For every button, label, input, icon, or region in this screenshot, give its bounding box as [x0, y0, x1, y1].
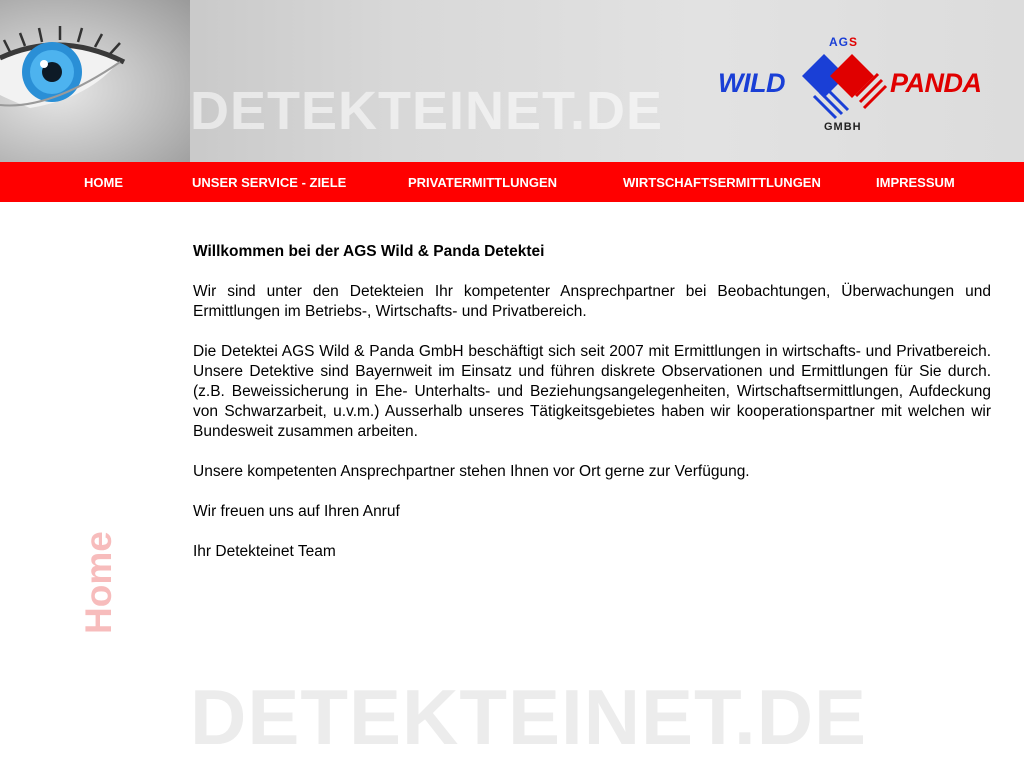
- nav-privatermittlungen[interactable]: PRIVATERMITTLUNGEN: [408, 175, 558, 190]
- nav-wirtschaftsermittlungen[interactable]: WIRTSCHAFTSERMITTLUNGEN: [623, 175, 821, 190]
- logo-gmbh-text: GMBH: [824, 121, 862, 133]
- company-paragraph: Die Detektei AGS Wild & Panda GmbH beschäftigt sich seit 2007 mit Ermittlungen in wirtschafts- und Privatbereich. Unsere Detektive sind Bayernweit im Einsatz und führen diskrete Observationen und Ermittlungen für Sie durch. (z.B. Beweissicherung in Ehe- Unterhalts- und Beziehungsangelegenheiten, Wirtschaftsermittlungen, Aufdeckung von Schwarzarbeit, u.v.m.) Ausserhalb unseres Tätigkeitsgebietes haben wir kooperationspartner mit welchen wir Bundesweit zusammen arbeiten.: [193, 343, 991, 440]
- call-paragraph: Wir freuen uns auf Ihren Anruf: [193, 503, 400, 520]
- company-logo[interactable]: [712, 30, 1002, 140]
- intro-paragraph: Wir sind unter den Detekteien Ihr kompetenter Ansprechpartner bei Beobachtungen, Überwachungen und Ermittlungen im Betriebs-, Wirtschafts- und Privatbereich.: [193, 283, 991, 320]
- main-navigation: [0, 162, 1024, 202]
- footer-watermark: DETEKTEINET.DE: [190, 673, 868, 761]
- main-content: [193, 242, 991, 582]
- eye-icon: [0, 0, 190, 162]
- header-watermark: DETEKTEINET.DE: [190, 81, 664, 141]
- logo-panda-text: PANDA: [890, 68, 982, 98]
- side-page-label: Home: [78, 531, 119, 634]
- header-banner: [0, 0, 1024, 162]
- nav-unser-service-ziele[interactable]: UNSER SERVICE - ZIELE: [192, 175, 347, 190]
- page-title: Willkommen bei der AGS Wild & Panda Detektei: [193, 243, 545, 260]
- contact-paragraph: Unsere kompetenten Ansprechpartner stehen Ihnen vor Ort gerne zur Verfügung.: [193, 463, 750, 480]
- logo-wild-text: WILD: [718, 68, 785, 98]
- logo-ags-text: AGS: [829, 35, 859, 49]
- logo-mark-icon: [794, 48, 890, 120]
- nav-impressum[interactable]: IMPRESSUM: [876, 175, 955, 190]
- signature-paragraph: Ihr Detekteinet Team: [193, 543, 336, 560]
- nav-home[interactable]: HOME: [84, 175, 123, 190]
- eye-photo: [0, 0, 190, 162]
